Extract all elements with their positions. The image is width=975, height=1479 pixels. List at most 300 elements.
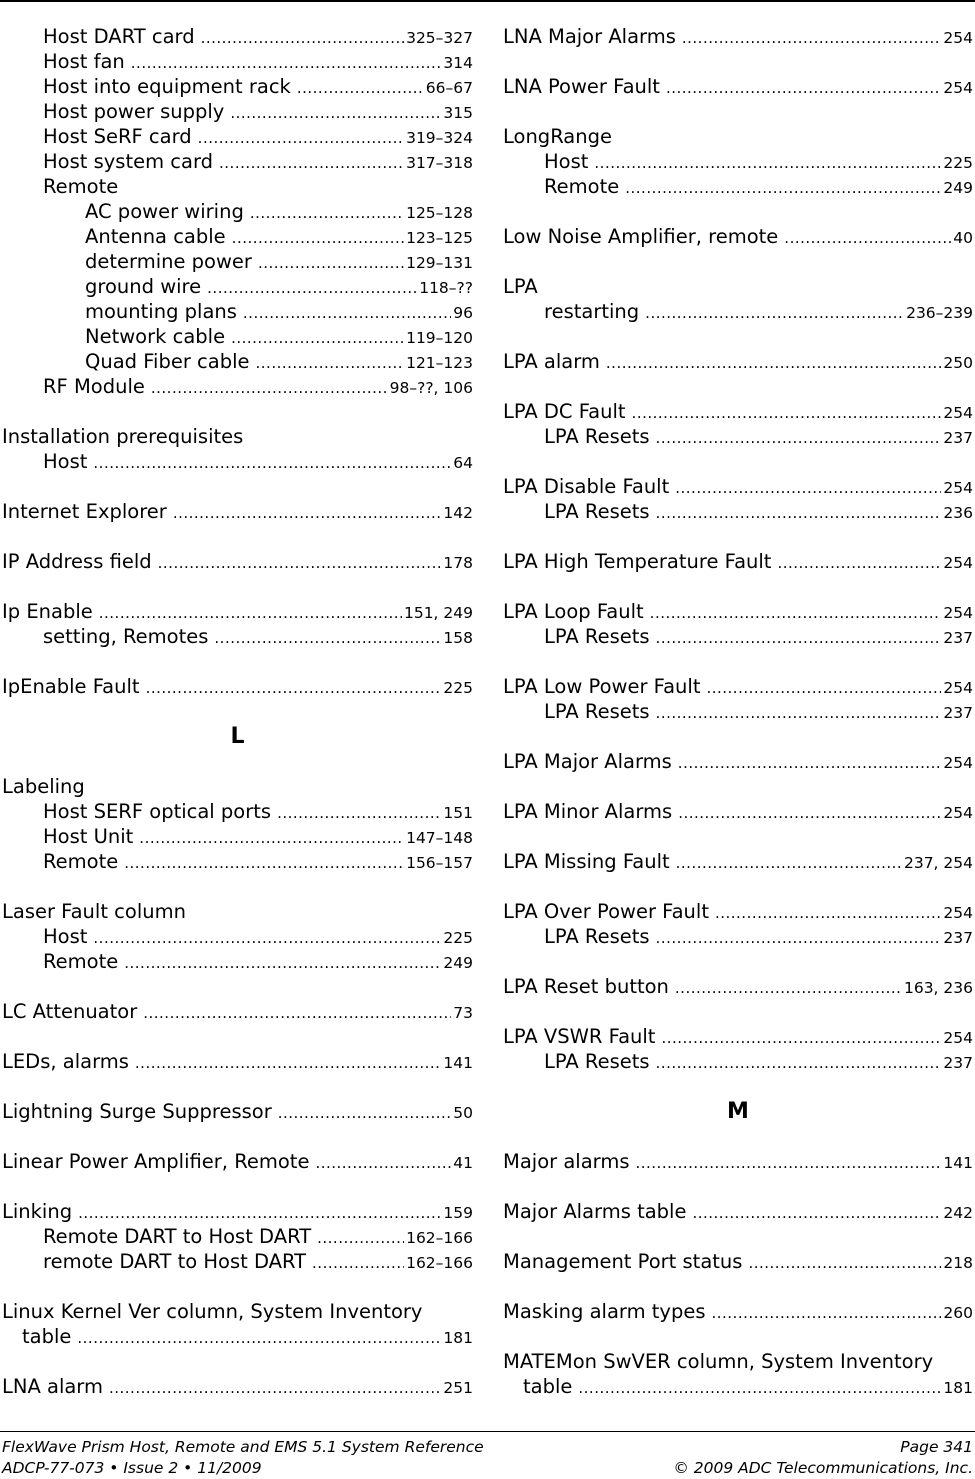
index-subentry — [503, 699, 973, 724]
entry-term: Host — [43, 925, 88, 948]
index-entry — [503, 1149, 973, 1174]
entry-term: LPA Resets — [544, 925, 650, 948]
spacer — [503, 1224, 973, 1249]
entry-term: Remote — [43, 950, 119, 973]
entry-term: LPA Minor Alarms — [503, 800, 673, 823]
page-reference: 236–239 — [906, 304, 973, 322]
entry-term: LPA Missing Fault — [503, 850, 670, 873]
entry-term: Internet Explorer — [2, 500, 167, 523]
index-subentry — [2, 1249, 473, 1274]
index-entry — [2, 1049, 473, 1074]
index-subentry — [2, 99, 473, 124]
page-reference: 151, 249 — [403, 604, 473, 622]
page-reference: 251 — [443, 1379, 473, 1397]
dot-leader — [661, 1026, 941, 1051]
page-reference: 147–148 — [406, 829, 473, 847]
entry-term: LongRange — [503, 125, 612, 148]
index-entry — [503, 799, 973, 824]
dot-leader — [250, 201, 404, 226]
index-entry — [503, 124, 973, 149]
index-entry — [503, 599, 973, 624]
dot-leader — [99, 601, 402, 626]
spacer — [2, 574, 473, 599]
index-entry — [503, 1249, 973, 1274]
spacer — [503, 99, 973, 124]
page-reference: 225 — [443, 679, 473, 697]
page-reference: 64 — [453, 454, 473, 472]
entry-term: Host — [43, 450, 88, 473]
entry-term: Linear Power Amplifier, Remote — [2, 1150, 310, 1173]
page-reference: 237, 254 — [903, 854, 973, 872]
page-reference: 242 — [943, 1204, 973, 1222]
dot-leader — [277, 801, 441, 826]
page-reference: 254 — [943, 754, 973, 772]
page-reference: 225 — [943, 154, 973, 172]
entry-term: LNA alarm — [2, 1375, 103, 1398]
spacer — [2, 1074, 473, 1099]
index-subentry — [2, 624, 473, 649]
page-reference: 178 — [443, 554, 473, 572]
index-entry — [503, 74, 973, 99]
entry-term: LPA Resets — [544, 625, 650, 648]
dot-leader — [231, 326, 404, 351]
index-subentry — [2, 1224, 473, 1249]
page-reference: 142 — [443, 504, 473, 522]
spacer — [2, 974, 473, 999]
dot-leader — [666, 76, 941, 101]
entry-term: Host fan — [43, 50, 125, 73]
spacer — [2, 874, 473, 899]
spacer — [2, 749, 473, 774]
index-subentry — [2, 824, 473, 849]
page-reference: 125–128 — [406, 204, 473, 222]
index-subentry — [503, 924, 973, 949]
entry-term: Network cable — [85, 325, 226, 348]
index-subentry — [2, 299, 473, 324]
index-subentry — [2, 449, 473, 474]
section-letter-heading: M — [727, 1099, 749, 1124]
index-entry — [2, 1199, 473, 1224]
spacer — [503, 374, 973, 399]
page-reference: 121–123 — [406, 354, 473, 372]
entry-term: LPA High Temperature Fault — [503, 550, 772, 573]
dot-leader — [645, 301, 904, 326]
entry-term: Host SERF optical ports — [43, 800, 272, 823]
dot-leader — [678, 801, 941, 826]
page-reference: 249 — [443, 954, 473, 972]
page-reference: 73 — [453, 1004, 473, 1022]
index-entry — [2, 899, 473, 924]
spacer — [503, 49, 973, 74]
dot-leader — [711, 1301, 941, 1326]
spacer — [503, 449, 973, 474]
entry-term: Major alarms — [503, 1150, 630, 1173]
dot-leader — [656, 426, 942, 451]
entry-term: AC power wiring — [85, 200, 244, 223]
page-reference: 254 — [943, 904, 973, 922]
entry-term: LPA Over Power Fault — [503, 900, 709, 923]
page-reference: 141 — [943, 1154, 973, 1172]
entry-term: RF Module — [43, 375, 145, 398]
page-reference: 319–324 — [406, 129, 473, 147]
spacer — [2, 1274, 473, 1299]
entry-term: Masking alarm types — [503, 1300, 706, 1323]
spacer — [2, 399, 473, 424]
spacer — [2, 649, 473, 674]
dot-leader — [606, 351, 942, 376]
dot-leader — [158, 551, 442, 576]
page-reference: 237 — [943, 629, 973, 647]
page-reference: 162–166 — [406, 1254, 473, 1272]
page-reference: 237 — [943, 429, 973, 447]
dot-leader — [656, 926, 942, 951]
index-entry — [503, 549, 973, 574]
dot-leader — [135, 1051, 442, 1076]
page-reference: 254 — [943, 404, 973, 422]
dot-leader — [146, 676, 442, 701]
entry-term: LPA DC Fault — [503, 400, 626, 423]
page-reference: 156–157 — [406, 854, 473, 872]
footer-line-2 — [2, 1457, 973, 1479]
page-reference: 98–??, 106 — [389, 379, 473, 397]
index-entry — [2, 549, 473, 574]
page-reference: 237 — [943, 929, 973, 947]
page-reference: 254 — [943, 804, 973, 822]
spacer — [503, 724, 973, 749]
entry-term: LEDs, alarms — [2, 1050, 129, 1073]
entry-term: LC Attenuator — [2, 1000, 138, 1023]
dot-leader — [207, 276, 417, 301]
entry-term: LPA alarm — [503, 350, 600, 373]
page-reference: 254 — [943, 679, 973, 697]
dot-leader — [784, 226, 951, 251]
index-subentry — [2, 224, 473, 249]
index-subentry — [2, 949, 473, 974]
index-subentry — [503, 424, 973, 449]
spacer — [503, 1074, 973, 1099]
page-reference: 50 — [453, 1104, 473, 1122]
dot-leader — [715, 901, 941, 926]
entry-term: Host — [544, 150, 589, 173]
dot-leader — [632, 401, 942, 426]
dot-leader — [676, 851, 902, 876]
dot-leader — [578, 1376, 941, 1401]
entry-term: LPA — [503, 275, 538, 298]
spacer — [2, 474, 473, 499]
dot-leader — [656, 501, 942, 526]
index-subentry — [2, 149, 473, 174]
index-subentry — [2, 374, 473, 399]
spacer — [2, 1124, 473, 1149]
page-reference: 40 — [953, 229, 973, 247]
index-entry — [503, 224, 973, 249]
spacer — [503, 199, 973, 224]
page-reference: 163, 236 — [903, 979, 973, 997]
index-subentry — [503, 1374, 973, 1399]
dot-leader — [748, 1251, 941, 1276]
index-subentry — [2, 124, 473, 149]
dot-leader — [151, 376, 388, 401]
dot-leader — [656, 701, 942, 726]
page-reference: 237 — [943, 1054, 973, 1072]
spacer — [503, 1174, 973, 1199]
index-entry — [503, 749, 973, 774]
page-reference: 249 — [943, 179, 973, 197]
entry-term: LPA Resets — [544, 500, 650, 523]
page-reference: 236 — [943, 504, 973, 522]
dot-leader — [675, 976, 902, 1001]
index-subentry — [503, 499, 973, 524]
dot-leader — [78, 1201, 441, 1226]
dot-leader — [256, 351, 405, 376]
page-reference: 96 — [453, 304, 473, 322]
entry-term: LPA Major Alarms — [503, 750, 672, 773]
index-subentry — [503, 299, 973, 324]
entry-term: Remote DART to Host DART — [43, 1225, 312, 1248]
page-reference: 151 — [443, 804, 473, 822]
page-reference: 314 — [443, 54, 473, 72]
index-entry — [503, 974, 973, 999]
page-reference: 118–?? — [419, 279, 473, 297]
dot-leader — [124, 851, 404, 876]
footer-doc-title: FlexWave Prism Host, Remote and EMS 5.1 System Reference — [2, 1438, 484, 1456]
index-entry — [2, 599, 473, 624]
dot-leader — [201, 26, 405, 51]
index-subentry — [2, 349, 473, 374]
spacer — [503, 574, 973, 599]
entry-term: LPA Resets — [544, 425, 650, 448]
index-entry — [2, 1099, 473, 1124]
index-entry — [503, 1024, 973, 1049]
index-subentry — [2, 49, 473, 74]
entry-term: Management Port status — [503, 1250, 743, 1273]
index-subentry — [2, 849, 473, 874]
page-reference: 41 — [453, 1154, 473, 1172]
page-reference: 254 — [943, 554, 973, 572]
entry-term: setting, Remotes — [43, 625, 209, 648]
entry-term: LNA Major Alarms — [503, 25, 676, 48]
dot-leader — [675, 476, 941, 501]
page-reference: 315 — [443, 104, 473, 122]
entry-term: mounting plans — [85, 300, 237, 323]
dot-leader — [635, 1151, 941, 1176]
page-reference: 66–67 — [425, 79, 473, 97]
entry-term: Host power supply — [43, 100, 225, 123]
dot-leader — [77, 1326, 441, 1351]
footer-copyright: © 2009 ADC Telecommunications, Inc. — [673, 1459, 973, 1477]
index-subentry — [2, 324, 473, 349]
entry-term: Linking — [2, 1200, 73, 1223]
entry-term: LPA Loop Fault — [503, 600, 644, 623]
index-subentry — [2, 24, 473, 49]
index-entry — [503, 24, 973, 49]
page-reference: 129–131 — [406, 254, 473, 272]
spacer — [2, 1024, 473, 1049]
entry-term: Remote — [43, 850, 119, 873]
dot-leader — [143, 1001, 451, 1026]
entry-term: Host system card — [43, 150, 214, 173]
entry-term: Ip Enable — [2, 600, 93, 623]
index-entry — [2, 999, 473, 1024]
dot-leader — [198, 126, 404, 151]
index-entry — [2, 1374, 473, 1399]
spacer — [503, 949, 973, 974]
entry-term: Host SeRF card — [43, 125, 192, 148]
dot-leader — [109, 1376, 441, 1401]
dot-leader — [706, 676, 941, 701]
index-subentry — [2, 274, 473, 299]
dot-leader — [692, 1201, 941, 1226]
index-subentry — [2, 249, 473, 274]
entry-term: restarting — [544, 300, 640, 323]
entry-term: Quad Fiber cable — [85, 350, 250, 373]
entry-term: Major Alarms table — [503, 1200, 687, 1223]
spacer — [2, 524, 473, 549]
page-reference: 317–318 — [406, 154, 473, 172]
entry-term: LPA Low Power Fault — [503, 675, 701, 698]
dot-leader — [625, 176, 941, 201]
spacer — [503, 999, 973, 1024]
index-entry — [2, 674, 473, 699]
index-entry — [503, 474, 973, 499]
footer-line-1 — [2, 1436, 973, 1458]
page-reference: 218 — [943, 1254, 973, 1272]
index-subentry — [2, 799, 473, 824]
entry-term: LPA Disable Fault — [503, 475, 670, 498]
index-entry — [2, 774, 473, 799]
index-subentry — [503, 174, 973, 199]
dot-leader — [131, 51, 442, 76]
dot-leader — [312, 1251, 404, 1276]
dot-leader — [678, 751, 942, 776]
index-subentry — [2, 199, 473, 224]
dot-leader — [594, 151, 941, 176]
entry-term: table — [523, 1375, 573, 1398]
page-reference: 159 — [443, 1204, 473, 1222]
dot-leader — [173, 501, 442, 526]
dot-leader — [232, 226, 404, 251]
page-reference: 181 — [943, 1379, 973, 1397]
index-subentry — [2, 174, 473, 199]
entry-term: LPA Reset button — [503, 975, 669, 998]
entry-term: LPA Resets — [544, 1050, 650, 1073]
index-column-left — [2, 24, 473, 1399]
entry-term: Linux Kernel Ver column, System Inventory — [2, 1300, 423, 1323]
dot-leader — [315, 1151, 451, 1176]
page-reference: 254 — [943, 604, 973, 622]
index-column-right — [503, 24, 973, 1399]
entry-term: determine power — [85, 250, 252, 273]
dot-leader — [258, 251, 404, 276]
entry-term: IpEnable Fault — [2, 675, 140, 698]
spacer — [2, 1174, 473, 1199]
page-reference: 250 — [943, 354, 973, 372]
dot-leader — [124, 951, 441, 976]
index-entry — [503, 399, 973, 424]
entry-term: Laser Fault column — [2, 900, 186, 923]
dot-leader — [650, 601, 942, 626]
index-entry — [503, 1199, 973, 1224]
dot-leader — [297, 76, 424, 101]
dot-leader — [682, 26, 942, 51]
spacer — [503, 1324, 973, 1349]
entry-term: LPA Resets — [544, 700, 650, 723]
spacer — [503, 874, 973, 899]
entry-term: MATEMon SwVER column, System Inventory — [503, 1350, 934, 1373]
dot-leader — [243, 301, 451, 326]
entry-term: Remote — [544, 175, 620, 198]
dot-leader — [278, 1101, 452, 1126]
index-entry — [2, 499, 473, 524]
index-entry — [2, 424, 473, 449]
page-reference: 181 — [443, 1329, 473, 1347]
dot-leader — [230, 101, 441, 126]
dot-leader — [139, 826, 404, 851]
top-rule — [0, 0, 975, 2]
page-reference: 254 — [943, 79, 973, 97]
page-reference: 158 — [443, 629, 473, 647]
index-entry — [503, 849, 973, 874]
dot-leader — [317, 1226, 404, 1251]
page-reference: 162–166 — [406, 1229, 473, 1247]
page-reference: 225 — [443, 929, 473, 947]
entry-term: ground wire — [85, 275, 202, 298]
index-subentry — [2, 924, 473, 949]
spacer — [503, 1124, 973, 1149]
page-reference: 237 — [943, 704, 973, 722]
index-entry — [503, 1299, 973, 1324]
dot-leader — [219, 151, 404, 176]
index-subentry — [503, 624, 973, 649]
spacer — [503, 524, 973, 549]
entry-term: Labeling — [2, 775, 85, 798]
page-reference: 260 — [943, 1304, 973, 1322]
page-reference: 119–120 — [406, 329, 473, 347]
entry-term: Low Noise Amplifier, remote — [503, 225, 779, 248]
dot-leader — [214, 626, 441, 651]
spacer — [2, 1349, 473, 1374]
entry-term: Remote — [43, 175, 119, 198]
page-reference: 123–125 — [406, 229, 473, 247]
spacer — [2, 699, 473, 724]
dot-leader — [93, 451, 451, 476]
index-subentry — [503, 149, 973, 174]
entry-term: Installation prerequisites — [2, 425, 244, 448]
spacer — [503, 774, 973, 799]
entry-term: Antenna cable — [85, 225, 226, 248]
dot-leader — [93, 926, 441, 951]
footer-rule — [0, 1431, 975, 1432]
index-entry — [503, 1349, 973, 1374]
index-subentry — [503, 1049, 973, 1074]
footer-doc-id: ADCP-77-073 • Issue 2 • 11/2009 — [2, 1459, 262, 1477]
spacer — [503, 324, 973, 349]
page-reference: 254 — [943, 29, 973, 47]
entry-term: IP Address field — [2, 550, 152, 573]
page-reference: 141 — [443, 1054, 473, 1072]
dot-leader — [656, 1051, 942, 1076]
index-entry — [503, 274, 973, 299]
index-entry — [503, 674, 973, 699]
page-reference: 254 — [943, 1029, 973, 1047]
section-letter-heading: L — [230, 724, 245, 749]
entry-term: remote DART to Host DART — [43, 1250, 307, 1273]
index-subentry — [2, 1324, 473, 1349]
entry-term: Host Unit — [43, 825, 134, 848]
index-entry — [2, 1299, 473, 1324]
entry-term: Lightning Surge Suppressor — [2, 1100, 272, 1123]
spacer — [503, 1274, 973, 1299]
